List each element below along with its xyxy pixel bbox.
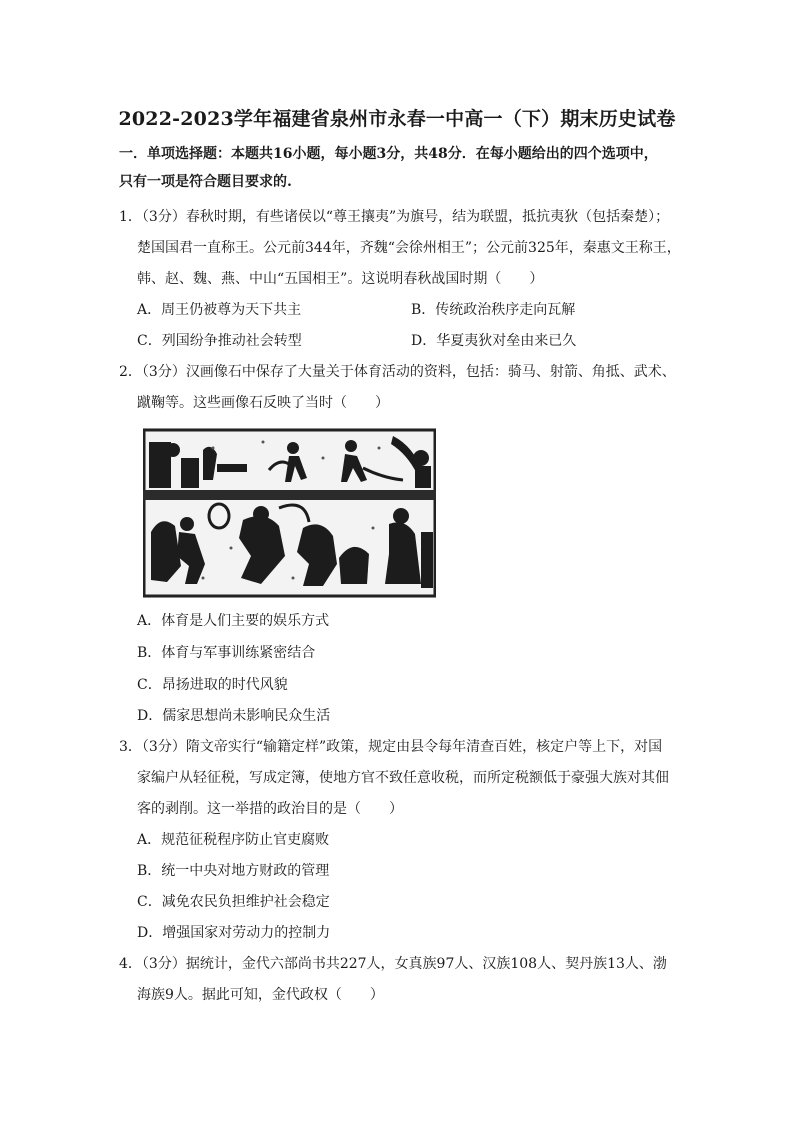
q4-stem-line1: 4．（3分）据统计，金代六部尚书共227人，女真族97人、汉族108人、契丹族13人、渤 [119, 956, 667, 972]
q1-option-b: B．传统政治秩序走向瓦解 [411, 302, 576, 318]
q2-option-a: A．体育是人们主要的娱乐方式 [137, 613, 330, 629]
q3-option-b: B．统一中央对地方财政的管理 [137, 863, 330, 879]
q1-stem-line1: 1．（3分）春秋时期，有些诸侯以“尊王攘夷”为旗号，结为联盟，抵抗夷狄（包括秦楚）； [119, 209, 670, 225]
q3-option-d: D．增强国家对劳动力的控制力 [137, 925, 331, 941]
q2-stem-line2: 蹴鞠等。这些画像石反映了当时（ ） [137, 395, 389, 411]
section-heading-line1: 一．单项选择题：本题共16小题，每小题3分，共48分．在每小题给出的四个选项中， [119, 146, 658, 162]
q1-stem-line2: 楚国国君一直称王。公元前344年，齐魏“会徐州相王”；公元前325年，秦惠文王称王， [137, 240, 681, 256]
exam-title: 2022-2023学年福建省泉州市永春一中高一（下）期末历史试卷 [118, 108, 676, 130]
q2-stem-line1: 2．（3分）汉画像石中保存了大量关于体育活动的资料，包括：骑马、射箭、角抵、武术、 [119, 364, 676, 380]
q3-stem-line1: 3．（3分）隋文帝实行“输籍定样”政策，规定由县令每年清查百姓，核定户等上下，对国 [119, 739, 663, 755]
q3-stem-line2: 家编户从轻征税，写成定簿，使地方官不致任意收税，而所定税额低于豪强大族对其佃 [137, 770, 669, 786]
q4-stem-line2: 海族9人。据此可知，金代政权（ ） [137, 987, 384, 1003]
q2-option-c: C．昂扬进取的时代风貌 [137, 677, 288, 693]
q1-option-c: C．列国纷争推动社会转型 [137, 333, 302, 349]
q1-option-a: A．周王仍被尊为天下共主 [137, 302, 302, 318]
q2-option-b: B．体育与军事训练紧密结合 [137, 645, 316, 661]
section-heading-line2: 只有一项是符合题目要求的. [119, 174, 292, 190]
q3-option-c: C．减免农民负担维护社会稳定 [137, 894, 330, 910]
q2-option-d: D．儒家思想尚未影响民众生活 [137, 708, 331, 724]
q3-stem-line3: 客的剥削。这一举措的政治目的是（ ） [137, 801, 403, 817]
q3-option-a: A．规范征税程序防止官吏腐败 [137, 832, 330, 848]
q1-option-d: D．华夏夷狄对垒由来已久 [411, 333, 577, 349]
q1-stem-line3: 韩、赵、魏、燕、中山“五国相王”。这说明春秋战国时期（ ） [137, 271, 544, 287]
han-stone-relief-image [143, 428, 436, 598]
